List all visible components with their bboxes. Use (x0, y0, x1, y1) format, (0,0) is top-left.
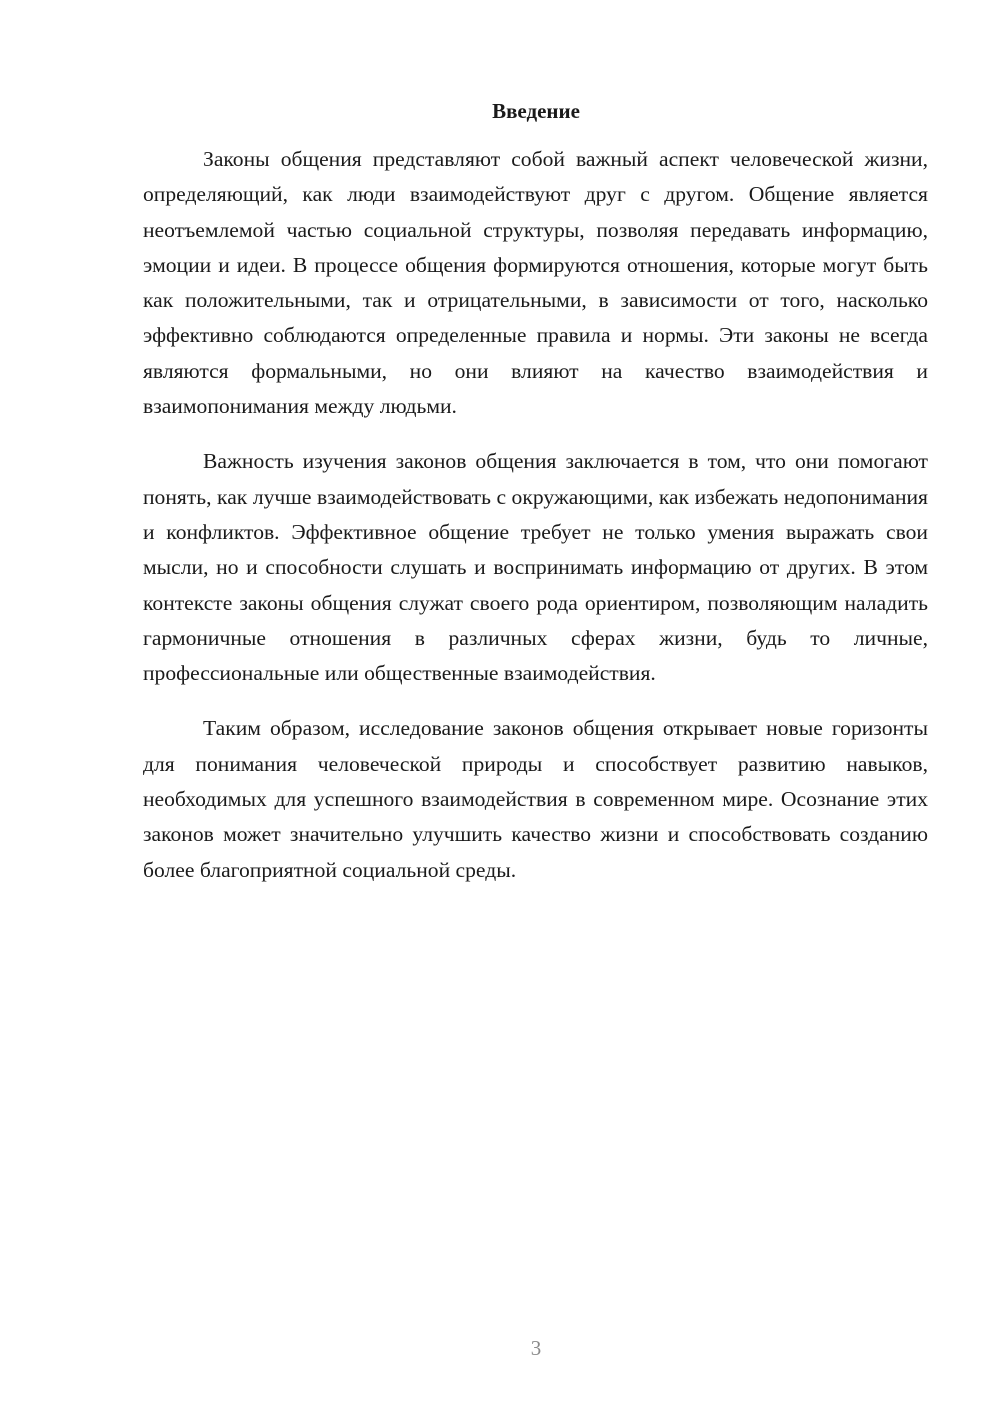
page-title: Введение (492, 99, 580, 123)
paragraph-2: Важность изучения законов общения заключается в том, что они помогают понять, как лучше взаимодействовать с окружающими, как избежать недопонимания и конфликтов. Эффективное общение требует не только умения выражать свои мысли, но и способности слушать и воспринимать информацию от других. В этом контексте законы общения служат своего рода ориентиром, позволяющим наладить гармоничные отношения в различных сферах жизни, будь то личные, профессиональные или общественные взаимодействия. (143, 449, 928, 686)
body-text (143, 142, 928, 908)
page-number: 3 (530, 1336, 542, 1360)
paragraph-1: Законы общения представляют собой важный аспект человеческой жизни, определяющий, как люди взаимодействуют друг с другом. Общение является неотъемлемой частью социальной структуры, позволяя передавать информацию, эмоции и идеи. В процессе общения формируются отношения, которые могут быть как положительными, так и отрицательными, в зависимости от того, насколько эффективно соблюдаются определенные правила и нормы. Эти законы не всегда являются формальными, но они влияют на качество взаимодействия и взаимопонимания между людьми. (143, 147, 928, 419)
paragraph-3: Таким образом, исследование законов общения открывает новые горизонты для понимания человеческой природы и способствует развитию навыков, необходимых для успешного взаимодействия в современном мире. Осознание этих законов может значительно улучшить качество жизни и способствовать созданию более благоприятной социальной среды. (143, 716, 928, 882)
